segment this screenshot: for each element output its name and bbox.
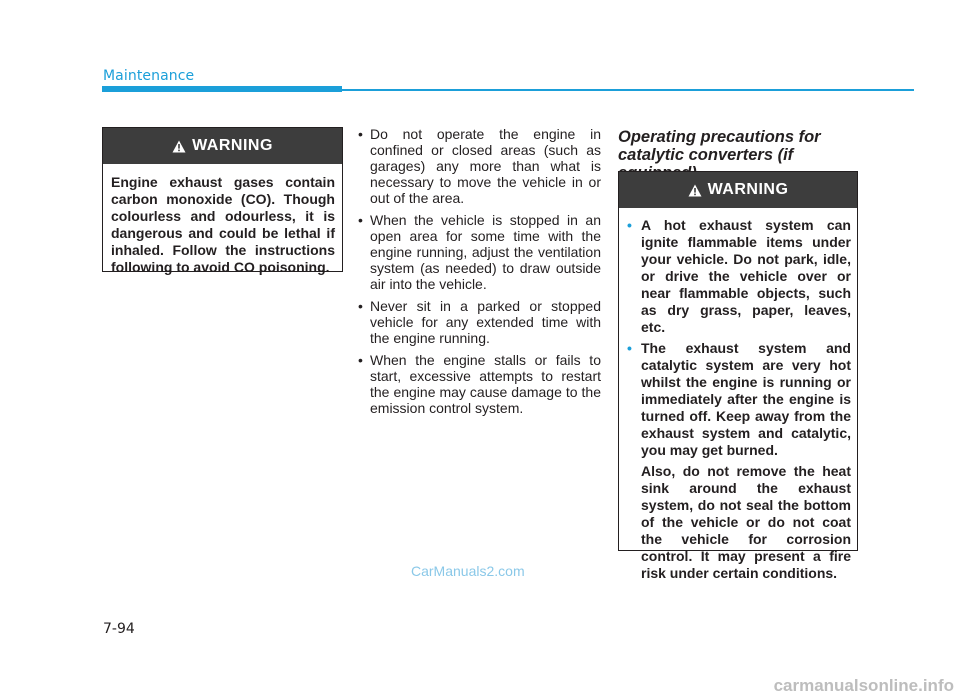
- page-number: 7-94: [103, 621, 135, 637]
- list-item: • A hot exhaust system can ignite flammable items under your vehicle. Do not park, idle, or drive the vehicle over or near flammable objects, such as dry grass, paper, leaves, etc.: [627, 217, 851, 336]
- list-item: • When the engine stalls or fails to start, excessive attempts to restart the engine may cause damage to the emission control system.: [358, 352, 601, 416]
- list-item: • When the vehicle is stopped in an open area for some time with the engine running, adjust the ventilation system (as needed) to draw outside air into the vehicle.: [358, 212, 601, 292]
- watermark-text: carmanualsonline.info: [773, 676, 954, 695]
- bullet-list: [358, 126, 601, 416]
- warning-triangle-icon: [172, 140, 186, 153]
- warning-header: [619, 172, 857, 208]
- section-title: Maintenance: [103, 68, 195, 84]
- header-rule-thin: [342, 89, 914, 91]
- warning-box-co: [102, 127, 343, 275]
- warning-text: Engine exhaust gases contain carbon monoxide (CO). Though colourless and odourless, it is dangerous and could be lethal if inhaled. Follow the instructions following to avoid CO poisoning.: [111, 174, 335, 275]
- warning-body: [619, 208, 857, 582]
- section-heading: Operating precautions for catalytic converters (if: [618, 128, 821, 164]
- warning-bullet-list: [627, 217, 851, 459]
- warning-title: WARNING: [707, 181, 789, 198]
- watermark-link[interactable]: CarManuals2.com: [411, 563, 525, 579]
- warning-box-catalytic: [618, 171, 858, 581]
- warning-triangle-icon: [688, 184, 702, 197]
- header-rule-thick: [102, 86, 342, 92]
- warning-header: [103, 128, 342, 164]
- list-item: • The exhaust system and catalytic system are very hot whilst the engine is running or immediately after the engine is turned off. Keep away from the exhaust system and catalytic, you may get burned.: [627, 340, 851, 459]
- list-item: • Do not operate the engine in confined or closed areas (such as garages) any more than what is necessary to move the vehicle in or out of the area.: [358, 126, 601, 206]
- warning-title: WARNING: [192, 137, 273, 154]
- middle-column: [358, 126, 601, 422]
- list-item: • Never sit in a parked or stopped vehicle for any extended time with the engine running.: [358, 298, 601, 346]
- warning-extra-text: Also, do not remove the heat sink around the exhaust system, do not seal the bottom of the vehicle or do not coat the vehicle for corrosion control. It may present a fire risk under certain conditions.: [641, 463, 851, 581]
